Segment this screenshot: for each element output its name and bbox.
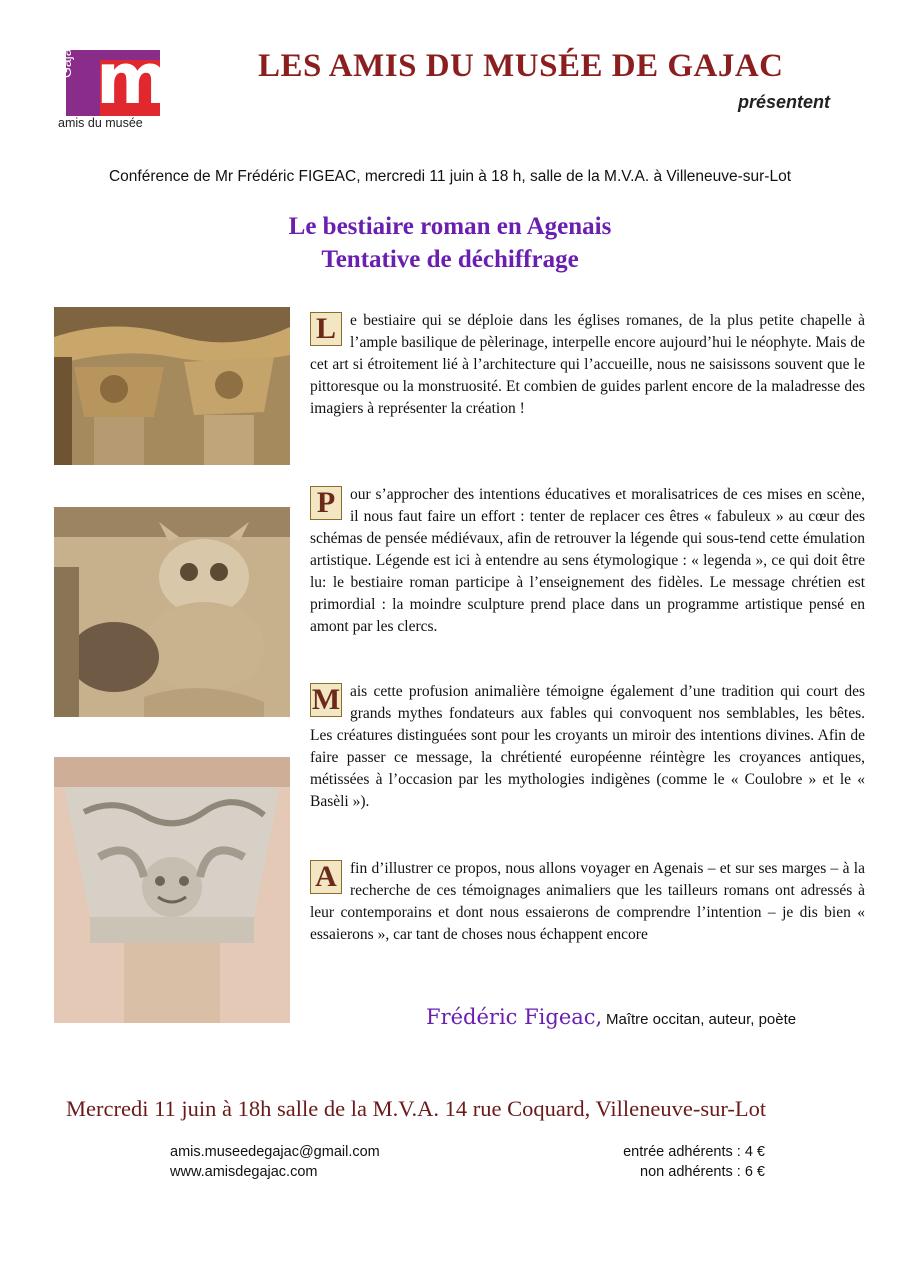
paragraph-3 bbox=[310, 681, 865, 813]
price-members: entrée adhérents : 4 € bbox=[623, 1144, 765, 1160]
drop-cap-1: L bbox=[310, 312, 342, 346]
paragraph-2-text: our s’approcher des intentions éducatives et moralisatrices de ces mises en scène, il nous faut faire un effort : tenter de replacer ces êtres « fabuleux » au cœur des schémas de pensée médiévaux, afin de retrouver la légende qui sous-tend cette émulation artistique. Légende est ici à entendre au sens étymologique : « legenda », ce qui doit être lu: le bestiaire roman participe à l’enseignement des fidèles. Le message chrétien est primordial : la moindre sculpture prend place dans un programme artistique pensé en amont par les clercs. bbox=[310, 486, 865, 635]
paragraph-4 bbox=[310, 858, 865, 946]
organization-title: LES AMIS DU MUSÉE DE GAJAC bbox=[258, 48, 784, 84]
drop-cap-3: M bbox=[311, 683, 341, 716]
capital-photo-1 bbox=[54, 307, 290, 465]
drop-cap-4: A bbox=[310, 860, 342, 894]
talk-title bbox=[0, 210, 900, 276]
paragraph-3-text: ais cette profusion animalière témoigne également d’une tradition qui court des grands mythes fondateurs aux fables qui convoquent nos semblables, les bêtes. Les créatures distinguées sont pour les croyants un miroir des intentions divines. Afin de faire passer ce message, la chrétienté européenne réintègre les croyances antiques, métissées à l’occasion par les mythologies indigènes (comme le « Coulobre » et le « Basèli »). bbox=[310, 683, 865, 810]
talk-title-line2: Tentative de déchiffrage bbox=[321, 246, 579, 273]
author-role: Maître occitan, auteur, poète bbox=[606, 1011, 797, 1028]
price-non-members: non adhérents : 6 € bbox=[640, 1164, 765, 1180]
logo-subtitle: amis du musée bbox=[58, 116, 143, 130]
contact-email[interactable]: amis.museedegajac@gmail.com bbox=[170, 1144, 380, 1160]
presents-label: présentent bbox=[738, 92, 831, 112]
logo-vertical-text: Gajac bbox=[58, 41, 74, 78]
capital-photo-2 bbox=[54, 757, 290, 1023]
website-link[interactable]: www.amisdegajac.com bbox=[170, 1164, 318, 1180]
paragraph-1-text: e bestiaire qui se déploie dans les églises romanes, de la plus petite chapelle à l’ample basilique de pèlerinage, interpelle encore aujourd’hui le néophyte. Mais de cet art si étroitement lié à l’architecture qui l’accueille, nous ne saisissons souvent que le pittoresque ou la monstruosité. Et combien de guides parlent encore de la maladresse des imagiers à représenter la création ! bbox=[310, 312, 865, 417]
paragraph-4-text: fin d’illustrer ce propos, nous allons voyager en Agenais – et sur ses marges – à la recherche de ces témoignages animaliers que les tailleurs romans ont adressés à leur contemporains et dont nous essaierons de comprendre l’intention – je dis bien « essaierons », car tant de choses nous échappent encore bbox=[310, 860, 865, 943]
logo-mark bbox=[58, 38, 169, 120]
talk-title-line1: Le bestiaire roman en Agenais bbox=[288, 213, 612, 240]
creature-sculpture-photo bbox=[54, 507, 290, 717]
museum-logo bbox=[56, 38, 169, 132]
event-details: Mercredi 11 juin à 18h salle de la M.V.A. 14 rue Coquard, Villeneuve-sur-Lot bbox=[66, 1096, 767, 1121]
paragraph-2 bbox=[310, 484, 865, 638]
paragraph-1 bbox=[310, 310, 865, 420]
logo-letter: m bbox=[96, 38, 169, 120]
drop-cap-2: P bbox=[310, 486, 342, 520]
conference-line: Conférence de Mr Frédéric FIGEAC, mercredi 11 juin à 18 h, salle de la M.V.A. à Villeneuve-sur-Lot bbox=[108, 168, 792, 185]
author-name: Frédéric Figeac, bbox=[426, 1005, 603, 1029]
